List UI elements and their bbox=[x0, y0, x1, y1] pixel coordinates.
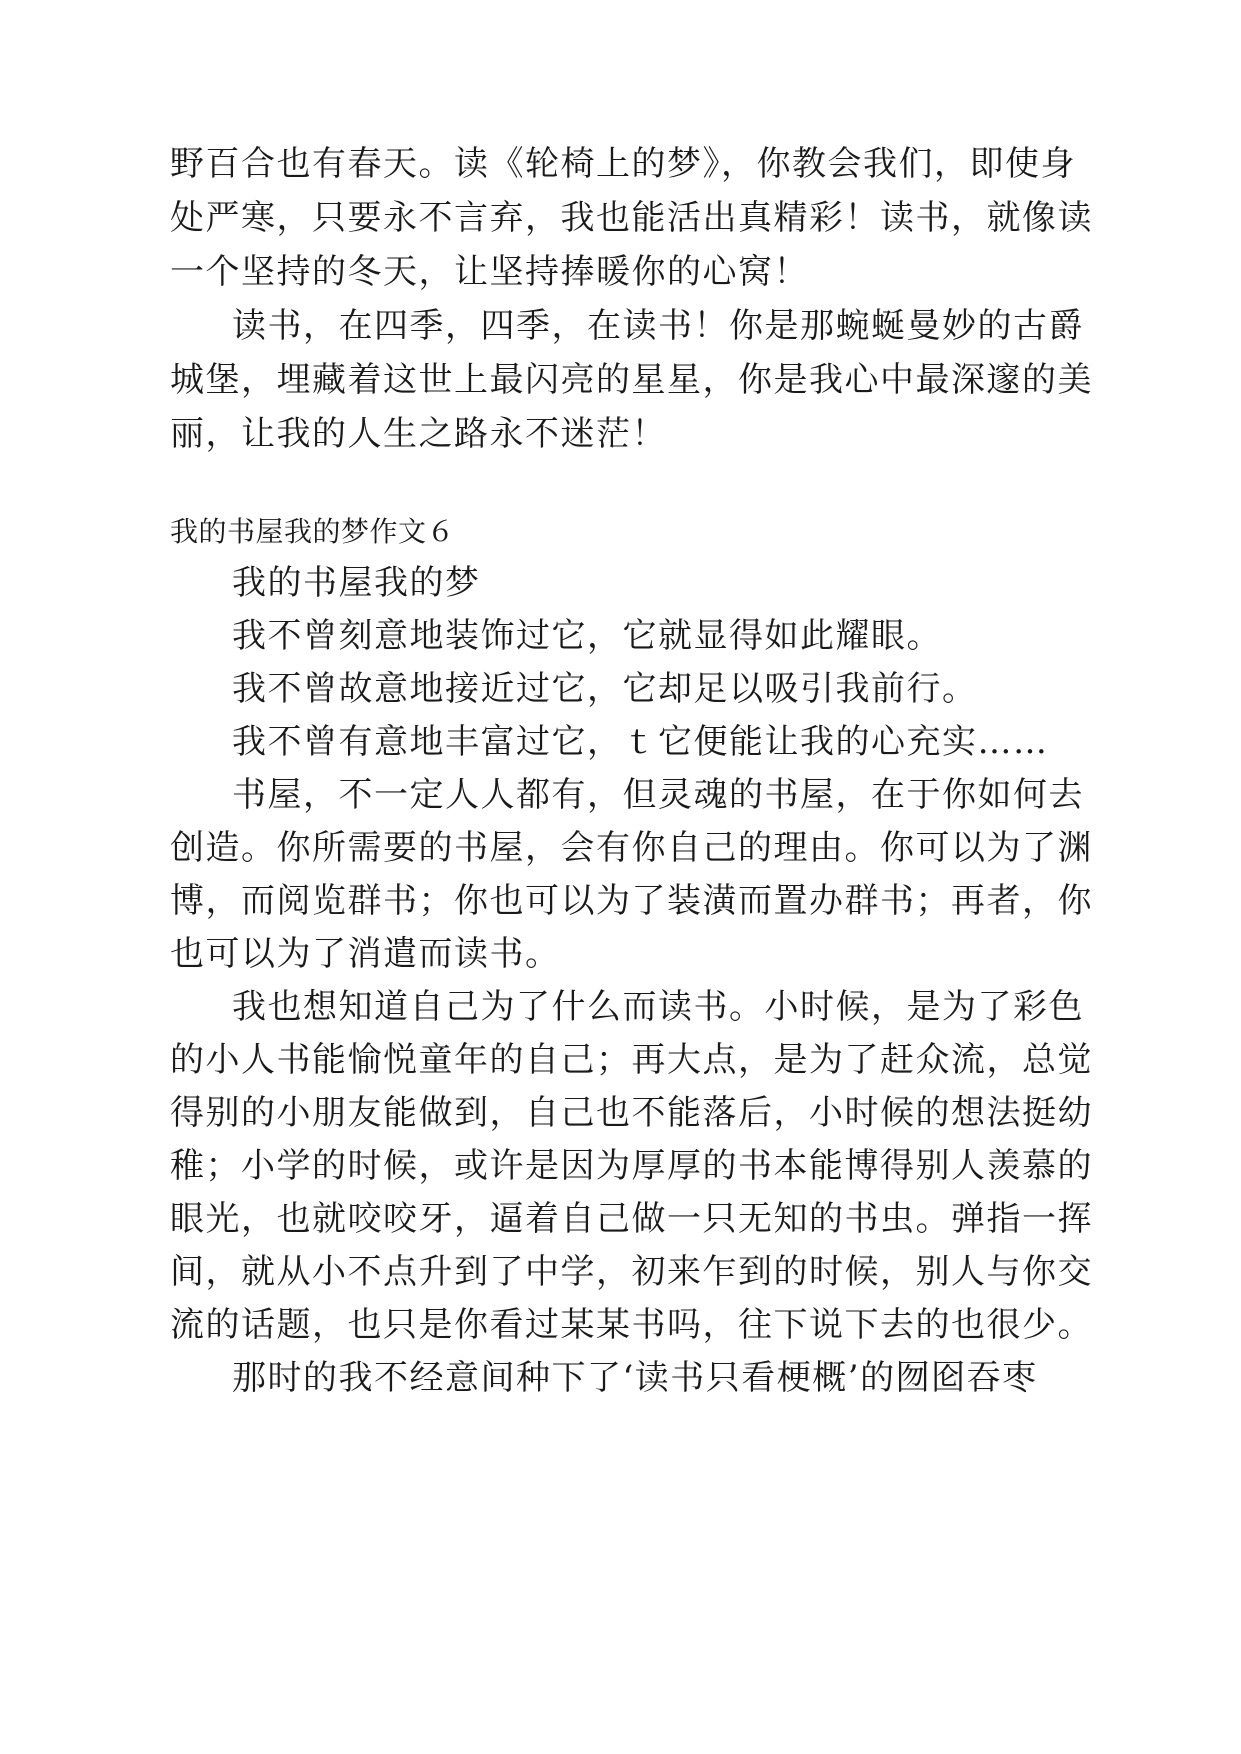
paragraph-text: 也可以为了消遣而读书。 bbox=[170, 934, 561, 974]
text-line bbox=[0, 924, 1241, 984]
text-line bbox=[0, 1295, 1241, 1355]
text-line bbox=[0, 659, 1241, 719]
text-line bbox=[0, 553, 1241, 613]
paragraph-text: 书屋，不一定人人都有，但灵魂的书屋，在于你如何去 bbox=[232, 775, 1084, 815]
text-line bbox=[0, 712, 1241, 772]
text-line bbox=[0, 188, 1241, 248]
paragraph-text: 一个坚持的冬天，让坚持捧暖你的心窝！ bbox=[170, 252, 809, 292]
paragraph-text: 处严寒，只要永不言弃，我也能活出真精彩！读书，就像读 bbox=[170, 198, 1093, 238]
paragraph-text: 丽，让我的人生之路永不迷茫！ bbox=[170, 414, 667, 454]
paragraph-text: 野百合也有春天。读《轮椅上的梦》，你教会我们，即使身 bbox=[170, 144, 1076, 184]
paragraph-text: 那时的我不经意间种下了‘读书只看梗概’的囫囵吞枣 bbox=[232, 1358, 1038, 1398]
subtitle: 我的书屋我的梦 bbox=[232, 563, 481, 603]
text-line bbox=[0, 350, 1241, 410]
paragraph-text: 稚；小学的时候，或许是因为厚厚的书本能博得别人羡慕的 bbox=[170, 1146, 1093, 1186]
text-line bbox=[0, 404, 1241, 464]
paragraph-text: 读书，在四季，四季，在读书！你是那蜿蜒曼妙的古爵 bbox=[232, 306, 1084, 346]
text-line bbox=[0, 242, 1241, 302]
paragraph-text: 流的话题，也只是你看过某某书吗，往下说下去的也很少。 bbox=[170, 1305, 1093, 1345]
text-line bbox=[0, 1136, 1241, 1196]
text-line bbox=[0, 1030, 1241, 1090]
section-title: 我的书屋我的梦作文６ bbox=[170, 515, 456, 548]
text-line bbox=[0, 1242, 1241, 1302]
paragraph-text: 眼光，也就咬咬牙，逼着自己做一只无知的书虫。弹指一挥 bbox=[170, 1199, 1093, 1239]
lead-line: 我不曾故意地接近过它，它却足以吸引我前行。 bbox=[232, 669, 978, 709]
lead-line: 我不曾刻意地装饰过它，它就显得如此耀眼。 bbox=[232, 616, 942, 656]
paragraph-text: 的小人书能愉悦童年的自己；再大点，是为了赶众流，总觉 bbox=[170, 1040, 1093, 1080]
text-line bbox=[0, 1348, 1241, 1408]
text-line bbox=[0, 765, 1241, 825]
paragraph-text: 博，而阅览群书；你也可以为了装潢而置办群书；再者，你 bbox=[170, 881, 1093, 921]
text-line bbox=[0, 296, 1241, 356]
text-line bbox=[0, 818, 1241, 878]
paragraph-text: 创造。你所需要的书屋，会有你自己的理由。你可以为了渊 bbox=[170, 828, 1093, 868]
text-line bbox=[0, 871, 1241, 931]
text-line bbox=[0, 1189, 1241, 1249]
lead-line: 我不曾有意地丰富过它，ｔ它便能让我的心充实…… bbox=[232, 722, 1049, 762]
text-line bbox=[0, 606, 1241, 666]
paragraph-text: 得别的小朋友能做到，自己也不能落后，小时候的想法挺幼 bbox=[170, 1093, 1093, 1133]
text-line bbox=[0, 134, 1241, 194]
paragraph-text: 间，就从小不点升到了中学，初来乍到的时候，别人与你交 bbox=[170, 1252, 1093, 1292]
text-line bbox=[0, 1083, 1241, 1143]
text-line bbox=[0, 977, 1241, 1037]
paragraph-text: 城堡，埋藏着这世上最闪亮的星星，你是我心中最深邃的美 bbox=[170, 360, 1093, 400]
paragraph-text: 我也想知道自己为了什么而读书。小时候，是为了彩色 bbox=[232, 987, 1084, 1027]
